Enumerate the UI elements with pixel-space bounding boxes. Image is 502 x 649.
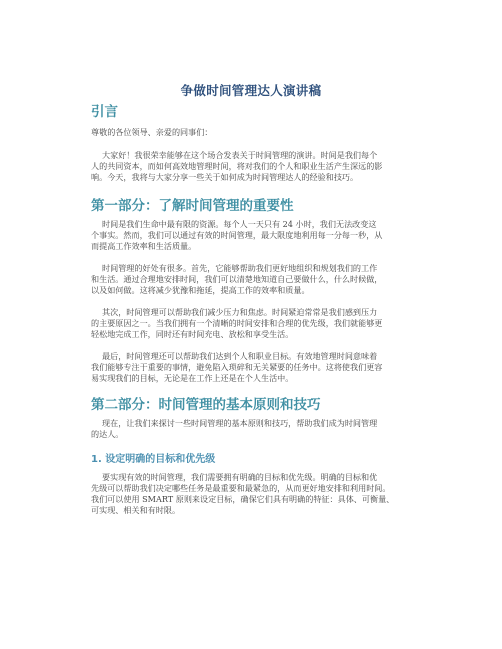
part1-line: 最后，时间管理还可以帮助我们达到个人和职业目标。有效地管理时间意味着 [102,351,378,361]
part1-line: 时间管理的好处有很多。首先，它能够帮助我们更好地组织和规划我们的工作 [102,263,378,273]
part1-line: 个事实。然而，我们可以通过有效的时间管理，最大限度地利用每一分每一秒，从 [91,230,383,240]
part1-line: 时间是我们生命中最有限的资源。每个人一天只有 24 小时，我们无法改变这 [102,219,377,229]
intro-line: 人的共同资本，而如何高效地管理时间，将对我们的个人和职业生活产生深远的影 [91,161,383,171]
part2-sub1-line: 要实现有效的时间管理，我们需要拥有明确的目标和优先级。明确的目标和优 [102,472,378,482]
part1-line: 易实现我们的目标，无论是在工作上还是在个人生活中。 [91,373,294,383]
part1-line: 的主要原因之一。当我们拥有一个清晰的时间安排和合理的优先级，我们就能够更 [91,318,383,328]
part1-line: 和生活。通过合理地安排时间，我们可以清楚地知道自己要做什么，什么时候做， [91,274,383,284]
part1-line: 而提高工作效率和生活质量。 [91,241,197,251]
part2-sub1-line: 可实现、相关和有时限。 [91,505,181,515]
part1-line: 其次，时间管理可以帮助我们减少压力和焦虑。时间紧迫常常是我们感到压力 [102,307,378,317]
part1-line: 轻松地完成工作，同时还有时间充电、放松和享受生活。 [91,329,294,339]
part2-sub1-line: 我们可以使用 SMART 原则来设定目标，确保它们具有明确的特征：具体、可衡量、 [91,494,395,504]
heading-part2: 第二部分：时间管理的基本原则和技巧 [91,397,321,413]
part1-line: 以及如何做。这将减少犹豫和拖延，提高工作的效率和质量。 [91,285,310,295]
part2-line: 的达人。 [91,429,124,439]
intro-line: 大家好！我很荣幸能够在这个场合发表关于时间管理的演讲。时间是我们每个 [102,150,378,160]
subheading-goals: 1. 设定明确的目标和优先级 [91,454,216,465]
intro-line: 响。今天，我将与大家分享一些关于如何成为时间管理达人的经验和技巧。 [91,172,359,182]
part2-line: 现在，让我们来探讨一些时间管理的基本原则和技巧，帮助我们成为时间管理 [102,418,378,428]
part2-sub1-line: 先级可以帮助我们决定哪些任务是最重要和最紧急的，从而更好地安排和利用时间。 [91,483,391,493]
part1-line: 我们能够专注于重要的事情，避免陷入琐碎和无关紧要的任务中。这将使我们更容 [91,362,383,372]
heading-part1: 第一部分：了解时间管理的重要性 [91,198,294,214]
heading-intro: 引言 [91,104,118,120]
intro-line: 尊敬的各位领导、亲爱的同事们： [91,127,213,137]
document-title: 争做时间管理达人演讲稿 [180,83,322,98]
